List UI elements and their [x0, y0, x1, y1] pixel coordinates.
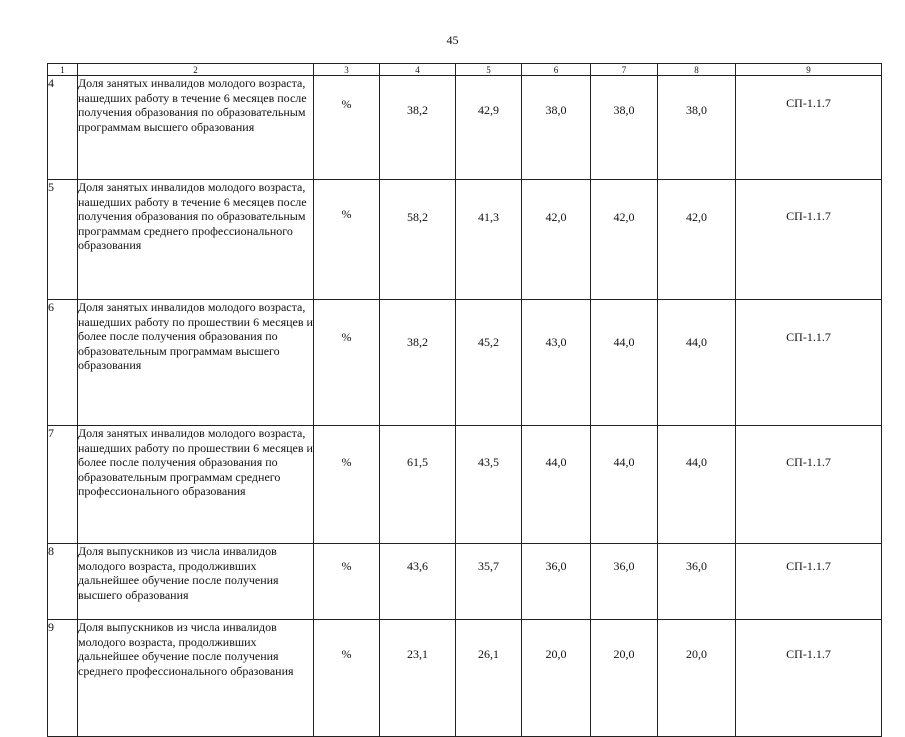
column-header: 3 [314, 64, 380, 76]
value-cell: 26,1 [456, 620, 522, 737]
row-number: 7 [48, 426, 78, 544]
value-cell: 20,0 [522, 620, 591, 737]
value-cell: 35,7 [456, 544, 522, 620]
row-number: 8 [48, 544, 78, 620]
reference-cell: СП-1.1.7 [736, 620, 882, 737]
header-row [48, 64, 882, 76]
indicator-description: Доля занятых инвалидов молодого возраста, нашедших работу в течение 6 месяцев после получения образования по образовательным программам высшего образования [78, 76, 314, 180]
table-row [48, 620, 882, 737]
table-row [48, 76, 882, 180]
value-cell: 42,9 [456, 76, 522, 180]
value-cell: 42,0 [591, 180, 658, 300]
reference-cell: СП-1.1.7 [736, 180, 882, 300]
unit-cell: % [314, 76, 380, 180]
row-number: 4 [48, 76, 78, 180]
column-header: 1 [48, 64, 78, 76]
value-cell: 36,0 [591, 544, 658, 620]
unit-cell: % [314, 426, 380, 544]
column-header: 2 [78, 64, 314, 76]
unit-cell: % [314, 300, 380, 426]
value-cell: 20,0 [591, 620, 658, 737]
value-cell: 38,0 [522, 76, 591, 180]
value-cell: 36,0 [658, 544, 736, 620]
table-row [48, 426, 882, 544]
column-header: 7 [591, 64, 658, 76]
value-cell: 45,2 [456, 300, 522, 426]
indicator-table [47, 63, 882, 737]
value-cell: 43,0 [522, 300, 591, 426]
column-header: 8 [658, 64, 736, 76]
table-row [48, 180, 882, 300]
indicator-description: Доля занятых инвалидов молодого возраста, нашедших работу по прошествии 6 месяцев и более после получения образования по образовательным программам среднего профессионального образования [78, 426, 314, 544]
value-cell: 58,2 [380, 180, 456, 300]
indicator-description: Доля занятых инвалидов молодого возраста, нашедших работу по прошествии 6 месяцев и более после получения образования по образовательным программам высшего образования [78, 300, 314, 426]
unit-cell: % [314, 544, 380, 620]
value-cell: 20,0 [658, 620, 736, 737]
reference-cell: СП-1.1.7 [736, 544, 882, 620]
indicator-description: Доля занятых инвалидов молодого возраста, нашедших работу в течение 6 месяцев после получения образования по образовательным программам среднего профессионального образования [78, 180, 314, 300]
column-header: 4 [380, 64, 456, 76]
value-cell: 43,5 [456, 426, 522, 544]
reference-cell: СП-1.1.7 [736, 300, 882, 426]
column-header: 6 [522, 64, 591, 76]
reference-cell: СП-1.1.7 [736, 426, 882, 544]
reference-cell: СП-1.1.7 [736, 76, 882, 180]
value-cell: 36,0 [522, 544, 591, 620]
page-number: 45 [446, 33, 459, 47]
unit-cell: % [314, 180, 380, 300]
value-cell: 44,0 [522, 426, 591, 544]
value-cell: 38,2 [380, 76, 456, 180]
unit-cell: % [314, 620, 380, 737]
row-number: 5 [48, 180, 78, 300]
value-cell: 44,0 [591, 426, 658, 544]
value-cell: 43,6 [380, 544, 456, 620]
column-header: 5 [456, 64, 522, 76]
table-row [48, 544, 882, 620]
value-cell: 44,0 [658, 300, 736, 426]
table-row [48, 300, 882, 426]
value-cell: 41,3 [456, 180, 522, 300]
value-cell: 38,0 [658, 76, 736, 180]
value-cell: 23,1 [380, 620, 456, 737]
value-cell: 61,5 [380, 426, 456, 544]
value-cell: 44,0 [591, 300, 658, 426]
value-cell: 42,0 [658, 180, 736, 300]
value-cell: 44,0 [658, 426, 736, 544]
indicator-description: Доля выпускников из числа инвалидов молодого возраста, продолживших дальнейшее обучение после получения среднего профессионального образования [78, 620, 314, 737]
value-cell: 38,0 [591, 76, 658, 180]
indicator-description: Доля выпускников из числа инвалидов молодого возраста, продолживших дальнейшее обучение после получения высшего образования [78, 544, 314, 620]
column-header: 9 [736, 64, 882, 76]
value-cell: 42,0 [522, 180, 591, 300]
row-number: 6 [48, 300, 78, 426]
value-cell: 38,2 [380, 300, 456, 426]
row-number: 9 [48, 620, 78, 737]
